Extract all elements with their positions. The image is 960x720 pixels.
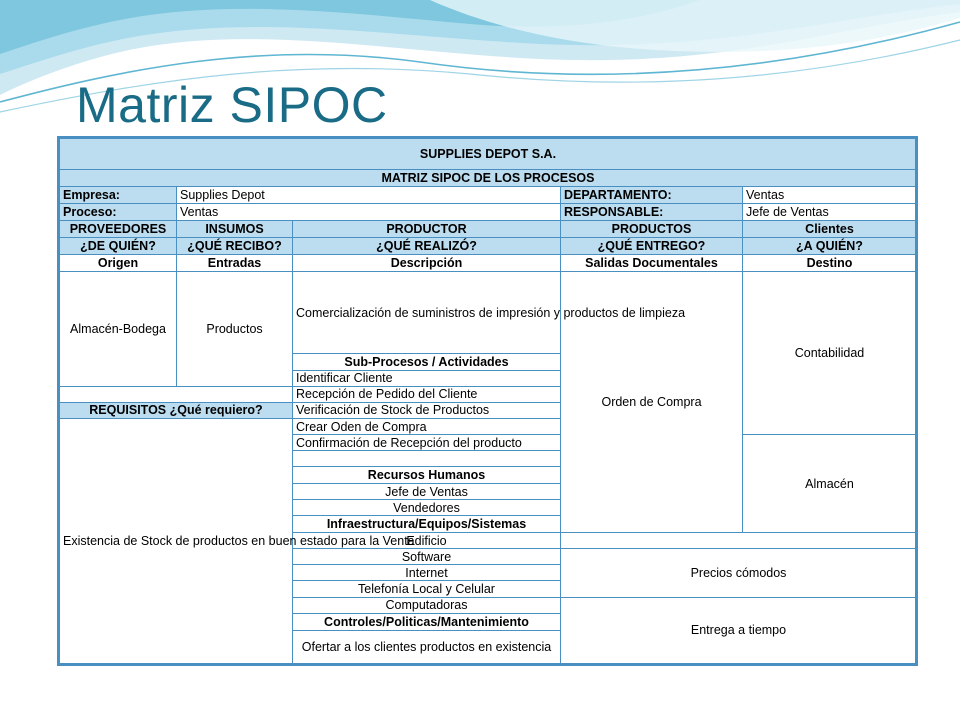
infra-item: Computadoras xyxy=(293,597,561,613)
sipoc-matrix-table xyxy=(57,136,918,666)
subproceso-item: Verificación de Stock de Productos xyxy=(293,402,561,418)
subheader-salidas: Salidas Documentales xyxy=(561,255,743,272)
rrhh-item: Jefe de Ventas xyxy=(293,484,561,500)
infra-item: Software xyxy=(293,549,561,565)
infra-item: Edificio xyxy=(293,533,561,549)
header-insumos: INSUMOS xyxy=(177,221,293,238)
req-cliente-precios: Precios cómodos xyxy=(561,549,917,597)
question-a-quien: ¿A QUIÉN? xyxy=(743,238,917,255)
question-de-quien: ¿DE QUIÉN? xyxy=(59,238,177,255)
subheader-descripcion: Descripción xyxy=(293,255,561,272)
controles-title: Controles/Politicas/Mantenimiento xyxy=(293,613,561,630)
header-productos: PRODUCTOS xyxy=(561,221,743,238)
rrhh-item: Vendedores xyxy=(293,500,561,516)
entradas-value: Productos xyxy=(177,272,293,386)
header-clientes: Clientes xyxy=(743,221,917,238)
departamento-label: DEPARTAMENTO: xyxy=(561,187,743,204)
subheader-origen: Origen xyxy=(59,255,177,272)
header-productor: PRODUCTOR xyxy=(293,221,561,238)
slide-title: Matriz SIPOC xyxy=(76,77,388,133)
pre-requisitos-blank xyxy=(59,386,293,402)
matrix-title: MATRIZ SIPOC DE LOS PROCESOS xyxy=(59,170,917,187)
subproceso-item: Identificar Cliente xyxy=(293,370,561,386)
header-proveedores: PROVEEDORES xyxy=(59,221,177,238)
proceso-value: Ventas xyxy=(177,204,561,221)
origen-value: Almacén-Bodega xyxy=(59,272,177,386)
subproceso-item: Confirmación de Recepción del producto xyxy=(293,435,561,451)
question-que-recibo: ¿QUÉ RECIBO? xyxy=(177,238,293,255)
destino-contabilidad: Contabilidad xyxy=(743,272,917,435)
requisitos-title: REQUISITOS ¿Qué requiero? xyxy=(59,402,293,418)
proceso-label: Proceso: xyxy=(59,204,177,221)
responsable-value: Jefe de Ventas xyxy=(743,204,917,221)
empresa-value: Supplies Depot xyxy=(177,187,561,204)
descripcion-value: Comercialización de suministros de impresión y productos de limpieza xyxy=(293,272,561,353)
controles-value: Ofertar a los clientes productos en existencia xyxy=(293,630,561,664)
subprocesos-title: Sub-Procesos / Actividades xyxy=(293,353,561,370)
destino-almacen: Almacén xyxy=(743,435,917,533)
subproceso-blank-row xyxy=(293,451,561,467)
infra-item: Telefonía Local y Celular xyxy=(293,581,561,597)
salida-value: Orden de Compra xyxy=(561,272,743,533)
subheader-destino: Destino xyxy=(743,255,917,272)
subheader-entradas: Entradas xyxy=(177,255,293,272)
question-que-realizo: ¿QUÉ REALIZÓ? xyxy=(293,238,561,255)
subproceso-item: Crear Oden de Compra xyxy=(293,418,561,434)
responsable-label: RESPONSABLE: xyxy=(561,204,743,221)
subproceso-item: Recepción de Pedido del Cliente xyxy=(293,386,561,402)
company-name: SUPPLIES DEPOT S.A. xyxy=(59,138,917,170)
infra-title: Infraestructura/Equipos/Sistemas xyxy=(293,516,561,533)
empresa-label: Empresa: xyxy=(59,187,177,204)
requisitos-value: Existencia de Stock de productos en buen estado para la Venta xyxy=(59,418,293,664)
departamento-value: Ventas xyxy=(743,187,917,204)
req-cliente-entrega: Entrega a tiempo xyxy=(561,597,917,664)
rrhh-title: Recursos Humanos xyxy=(293,467,561,484)
question-que-entrego: ¿QUÉ ENTREGO? xyxy=(561,238,743,255)
infra-item: Internet xyxy=(293,565,561,581)
